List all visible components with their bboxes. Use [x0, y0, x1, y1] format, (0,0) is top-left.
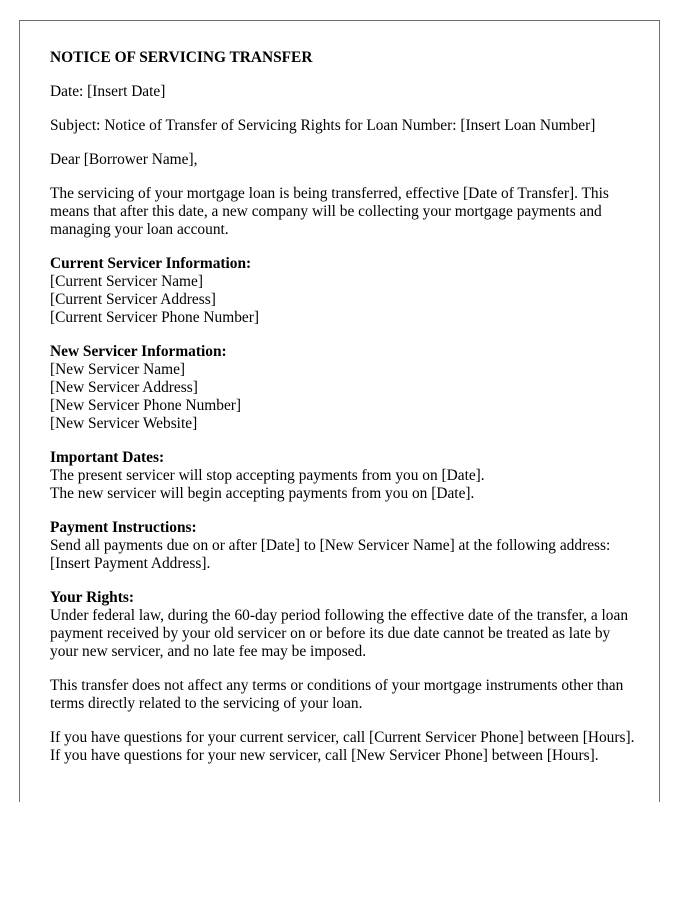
intro-paragraph: The servicing of your mortgage loan is being transferred, effective [Date of Transfer]. This means that after this date, a new company will be collecting your mortgage payments and managing your loan account. [50, 185, 609, 238]
date-line: Date: [Insert Date] [50, 83, 166, 100]
begin-payments-date: The new servicer will begin accepting payments from you on [Date]. [50, 485, 475, 502]
your-rights-heading: Your Rights: [50, 589, 134, 606]
new-servicer-heading: New Servicer Information: [50, 343, 227, 360]
greeting: Dear [Borrower Name], [50, 151, 198, 168]
new-servicer-name: [New Servicer Name] [50, 361, 186, 378]
terms-paragraph: This transfer does not affect any terms or conditions of your mortgage instruments other than terms directly related to the servicing of your loan. [50, 677, 624, 712]
new-servicer-website: [New Servicer Website] [50, 415, 198, 432]
letter-page [19, 20, 660, 802]
new-servicer-section [50, 343, 640, 433]
your-rights-text: Under federal law, during the 60-day period following the effective date of the transfer, a loan payment received by your old servicer on or before its due date cannot be treated as late by your new servicer, and no late fee may be imposed. [50, 607, 629, 660]
current-servicer-address: [Current Servicer Address] [50, 291, 216, 308]
important-dates-heading: Important Dates: [50, 449, 165, 466]
new-servicer-address: [New Servicer Address] [50, 379, 198, 396]
your-rights-section [50, 589, 640, 661]
payment-instructions-text: Send all payments due on or after [Date] to [New Servicer Name] at the following address: [Insert Payment Address]. [50, 537, 611, 572]
current-servicer-name: [Current Servicer Name] [50, 273, 203, 290]
current-servicer-phone: [Current Servicer Phone Number] [50, 309, 259, 326]
questions-paragraph: If you have questions for your current servicer, call [Current Servicer Phone] between [Hours]. If you have questions for your new servicer, call [New Servicer Phone] between [Hours]. [50, 729, 635, 764]
subject-line: Subject: Notice of Transfer of Servicing Rights for Loan Number: [Insert Loan Number] [50, 117, 596, 134]
payment-instructions-heading: Payment Instructions: [50, 519, 197, 536]
letter-title: NOTICE OF SERVICING TRANSFER [50, 49, 313, 66]
current-servicer-heading: Current Servicer Information: [50, 255, 252, 272]
important-dates-section [50, 449, 640, 503]
stop-payments-date: The present servicer will stop accepting payments from you on [Date]. [50, 467, 485, 484]
new-servicer-phone: [New Servicer Phone Number] [50, 397, 242, 414]
letter-content [50, 49, 640, 781]
payment-instructions-section [50, 519, 640, 573]
current-servicer-section [50, 255, 640, 327]
